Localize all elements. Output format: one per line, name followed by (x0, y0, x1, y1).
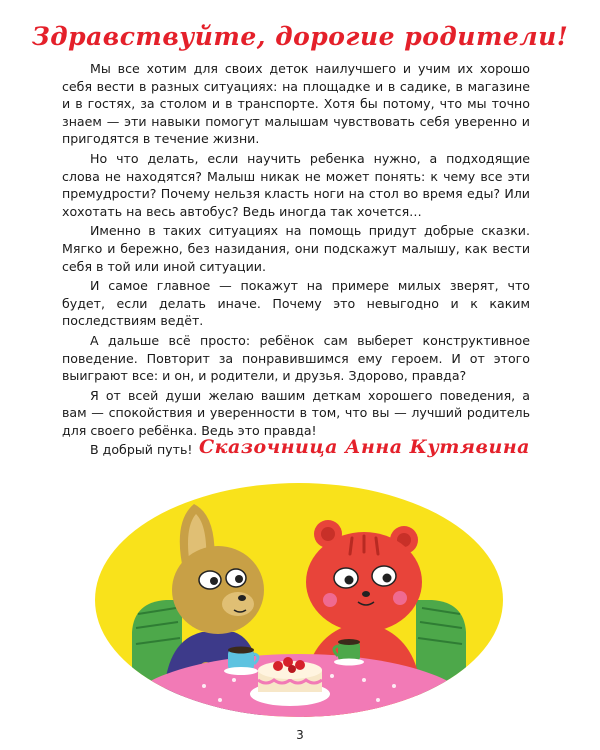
page-number: 3 (296, 728, 304, 742)
paragraph: Но что делать, если научить ребенка нужно, а подходящие слова не находятся? Малыш никак не может понять: к чему все эти премудрости? Почему нельзя класть ноги на стол во время еды? Или хохотать на весь автобус? Ведь иногда так хочется… (62, 150, 530, 219)
paragraph: Именно в таких ситуациях на помощь придут добрые сказки. Мягко и бережно, без назидания, они подскажут малышу, как вести себя в той или иной ситуации. (62, 223, 530, 274)
bunny-tea-cup (224, 647, 258, 676)
paragraph: Я от всей души желаю вашим деткам хорошего поведения, а вам — спокойствия и уверенности в том, что вы — лучший родитель для своего ребёнка. Ведь это правда! (62, 387, 530, 438)
bunny-and-hamster-tea-party-illustration (94, 482, 504, 718)
page-title: Здравствуйте, дорогие родители! (31, 22, 569, 51)
right-chair (416, 600, 466, 718)
paragraph: В добрый путь! (90, 442, 193, 458)
author-signature: Сказочница Анна Кутявина (199, 436, 530, 458)
paragraph: А дальше всё просто: ребёнок сам выберет конструктивное поведение. Повторит за понравившимся ему героем. И от этого выиграют все: и он, и родители, и друзья. Здорово, правда? (62, 332, 530, 384)
paragraph: И самое главное — покажут на примере милых зверят, что будет, если делать иначе. Почему это невыгодно и к каким последствиям ведёт. (62, 278, 530, 329)
body-text (62, 60, 530, 461)
paragraph: Мы все хотим для своих деток наилучшего и учим их хорошо себя вести в разных ситуациях: на площадке и в садике, в магазине и в гостях, за столом и в транспорте. Хотя бы потому, что мы точно знаем — эти навыки помогут малышам чувствовать себя уверенно и пригодятся в течение жизни. (62, 61, 530, 147)
